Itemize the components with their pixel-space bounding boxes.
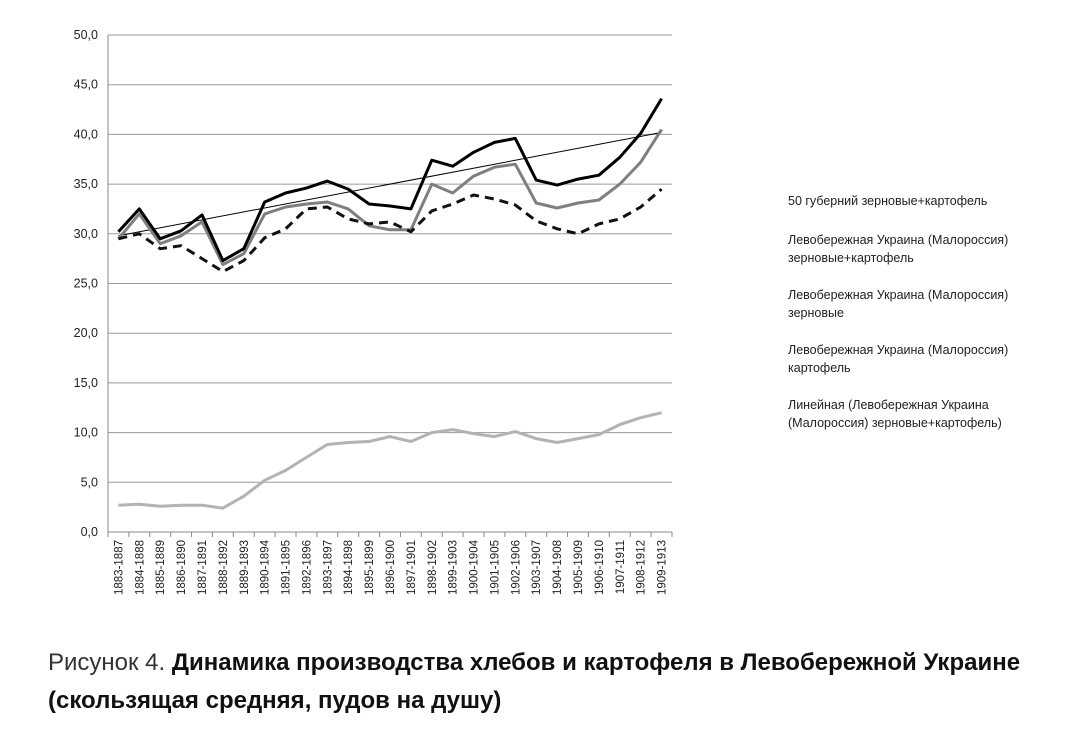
y-tick-label: 20,0 xyxy=(73,326,98,341)
x-tick-label: 1908-1912 xyxy=(635,540,648,595)
x-tick-label: 1896-1900 xyxy=(385,540,397,595)
x-tick-label: 1898-1902 xyxy=(426,540,439,595)
legend-item-50-gubernii xyxy=(712,186,1072,216)
figure-caption xyxy=(48,644,1068,720)
y-tick-label: 15,0 xyxy=(73,375,98,390)
legend-label: Левобережная Украина (Малороссия) картофель xyxy=(788,343,1009,375)
y-tick-label: 35,0 xyxy=(73,177,98,192)
x-tick-label: 1899-1903 xyxy=(447,540,460,595)
x-tick-label: 1903-1907 xyxy=(531,540,544,595)
caption-prefix: Рисунок 4. xyxy=(48,649,172,676)
x-tick-label: 1906-1910 xyxy=(593,540,606,595)
legend-label: 50 губерний зерновые+картофель xyxy=(788,194,988,208)
x-tick-label: 1900-1904 xyxy=(468,540,481,595)
x-tick-label: 1888-1892 xyxy=(217,540,230,595)
legend-label: Левобережная Украина (Малороссия) зерновые xyxy=(788,288,1009,320)
legend-label: Линейная (Левобережная Украина (Малороссия) зерновые+картофель) xyxy=(788,398,1002,430)
x-tick-label: 1893-1897 xyxy=(322,540,335,595)
x-tick-label: 1891-1895 xyxy=(280,540,293,595)
y-tick-label: 10,0 xyxy=(73,425,98,440)
x-tick-label: 1895-1899 xyxy=(364,540,377,595)
x-axis-ticks xyxy=(108,532,672,595)
legend-item-grain xyxy=(712,280,1072,326)
x-tick-label: 1904-1908 xyxy=(552,540,565,595)
series-line-2 xyxy=(118,129,661,264)
x-tick-label: 1887-1891 xyxy=(197,540,209,595)
legend-item-trend xyxy=(712,390,1072,436)
y-axis-ticks xyxy=(74,28,98,539)
x-tick-label: 1897-1901 xyxy=(405,540,418,595)
x-tick-label: 1901-1905 xyxy=(489,540,502,595)
y-tick-label: 30,0 xyxy=(73,226,98,241)
y-tick-label: 40,0 xyxy=(73,127,98,142)
x-tick-label: 1883-1887 xyxy=(113,540,126,595)
x-tick-label: 1894-1898 xyxy=(343,540,356,595)
x-tick-label: 1907-1911 xyxy=(614,540,627,595)
x-tick-label: 1902-1906 xyxy=(510,540,523,595)
y-tick-label: 50,0 xyxy=(73,28,98,42)
x-tick-label: 1905-1909 xyxy=(573,540,585,595)
y-tick-label: 5,0 xyxy=(80,475,98,490)
x-tick-label: 1892-1896 xyxy=(301,540,314,595)
y-tick-label: 0,0 xyxy=(80,525,98,539)
series-line-1 xyxy=(118,99,661,261)
legend xyxy=(712,186,1072,445)
series-lines xyxy=(118,99,661,509)
legend-item-total xyxy=(712,225,1072,271)
x-tick-label: 1885-1889 xyxy=(155,540,168,595)
gridlines xyxy=(108,35,672,532)
x-tick-label: 1909-1913 xyxy=(656,540,669,595)
legend-item-potato xyxy=(712,335,1072,381)
x-tick-label: 1884-1888 xyxy=(134,540,147,595)
series-line-3 xyxy=(118,413,661,508)
y-tick-label: 25,0 xyxy=(73,276,98,291)
x-tick-label: 1886-1890 xyxy=(176,540,189,595)
legend-label: Левобережная Украина (Малороссия) зерновые+картофель xyxy=(788,233,1009,265)
caption-title: Динамика производства хлебов и картофеля в Левобережной Украине (скользящая средняя, пудов на душу) xyxy=(48,649,1021,714)
y-tick-label: 45,0 xyxy=(73,77,98,92)
x-tick-label: 1890-1894 xyxy=(259,540,272,595)
x-tick-label: 1889-1893 xyxy=(238,540,251,595)
